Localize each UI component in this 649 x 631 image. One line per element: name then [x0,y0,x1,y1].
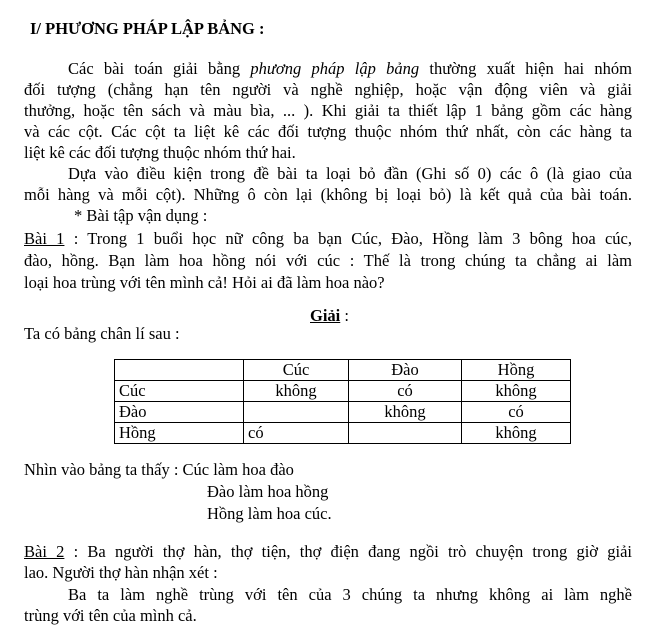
solution-heading [310,306,349,326]
table-cell: không [349,402,462,423]
bai1-line-2: đào, hồng. Bạn làm hoa hồng nói với cúc : Thế là trong chúng ta chẳng ai làm [24,251,632,270]
table-cell: không [462,423,571,444]
intro-line-7: mỗi hàng và mỗi cột). Những ô còn lại (không bị loại bỏ) là kết quả của bài toán. [24,185,632,204]
table-row [115,402,571,423]
intro-line-2: đối tượng (chẳng hạn tên người và nghề nghiệp, hoặc vận động viên và giải [24,80,632,99]
table-row [115,423,571,444]
table-cell: không [462,381,571,402]
bai2-line-1 [24,542,632,562]
intro-text: Các bài toán giải bằng [68,59,251,78]
bai1-line-1 [24,229,632,249]
table-row-label: Hồng [115,423,244,444]
table-row [115,381,571,402]
solution-colon: : [340,306,349,325]
table-corner-cell [115,360,244,381]
conclusion-line-1 [24,460,294,480]
intro-text: thường xuất hiện hai nhóm [419,59,632,78]
intro-line-6: Dựa vào điều kiện trong đề bài ta loại bỏ đần (Ghi số 0) các ô (là giao của [68,164,632,183]
conclusion-result: Hồng làm hoa cúc. [207,504,332,523]
table-row-label: Đào [115,402,244,423]
bai2-label: Bài 2 [24,542,65,561]
table-cell [244,402,349,423]
bai2-line-2: lao. Người thợ hàn nhận xét : [24,563,218,582]
bai2-text: : Ba người thợ hàn, thợ tiện, thợ điện đang ngồi trò chuyện trong giờ giải [64,542,632,561]
intro-line-4: và các cột. Các cột ta liệt kê các đối tượng thuộc nhóm thứ nhất, còn các hàng ta [24,122,632,141]
table-header-cell: Cúc [244,360,349,381]
table-cell [349,423,462,444]
intro-line-5: liệt kê các đối tượng thuộc nhóm thứ hai. [24,143,296,162]
truth-table [114,359,571,444]
table-cell: không [244,381,349,402]
table-cell: có [462,402,571,423]
intro-line-3: thưởng, hoặc tên sách và màu bìa, ... ). Khi giải ta thiết lập 1 bảng gồm các hàng [24,101,632,120]
conclusion-result: Đào làm hoa hồng [207,482,329,501]
exercise-heading: * Bài tập vận dụng : [74,206,208,225]
table-intro: Ta có bảng chân lí sau : [24,324,180,343]
bai2-line-3: Ba ta làm nghề trùng với tên của 3 chúng ta nhưng không ai làm nghề [68,585,632,604]
table-cell: có [349,381,462,402]
table-row-label: Cúc [115,381,244,402]
intro-line-1 [68,59,632,79]
table-header-cell: Đào [349,360,462,381]
table-cell: có [244,423,349,444]
conclusion-lead: Nhìn vào bảng ta thấy : [24,460,183,479]
bai2-line-4: trùng với tên của mình cả. [24,606,197,625]
bai1-line-3: loại hoa trùng với tên mình cả! Hỏi ai đã làm hoa nào? [24,273,385,292]
table-header-row [115,360,571,381]
solution-label: Giải [310,306,341,325]
section-heading: I/ PHƯƠNG PHÁP LẬP BẢNG : [30,19,265,38]
table-header-cell: Hồng [462,360,571,381]
bai1-label: Bài 1 [24,229,65,248]
bai1-text: : Trong 1 buổi học nữ công ba bạn Cúc, Đào, Hồng làm 3 bông hoa cúc, [64,229,632,248]
method-name: phương pháp lập bảng [250,59,420,78]
conclusion-result: Cúc làm hoa đào [182,460,294,479]
